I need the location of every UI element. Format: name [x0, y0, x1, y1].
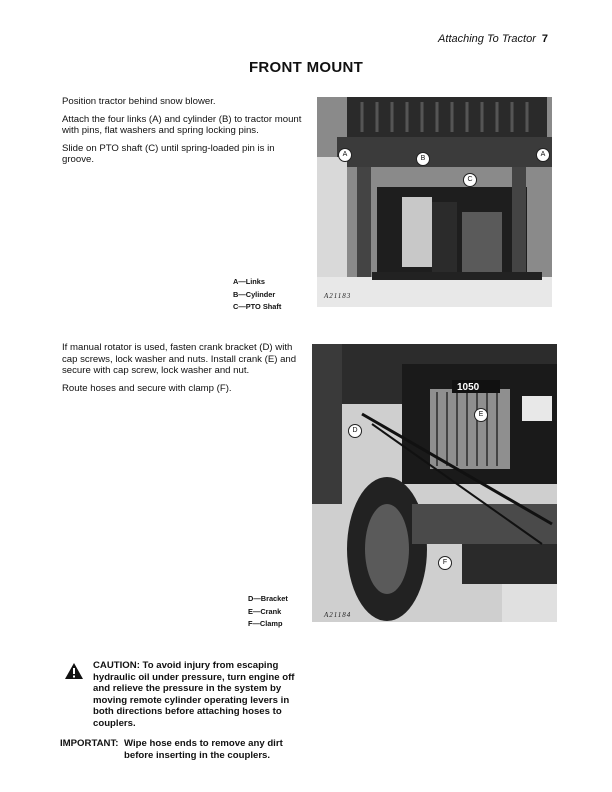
callout-f: F — [438, 556, 452, 570]
model-badge-text: 1050 — [457, 382, 480, 393]
warning-triangle-icon — [64, 662, 84, 685]
caution-text: CAUTION: To avoid injury from escaping hydraulic oil under pressure, turn engine off and relieve the pressure in the system by moving remote cylinder operating levers in both directions before attaching hoses to couplers. — [93, 660, 295, 729]
callout-e: E — [474, 408, 488, 422]
figure1-photo — [317, 97, 552, 307]
legend-item: B—Cylinder — [233, 289, 276, 299]
paragraph: If manual rotator is used, fasten crank bracket (D) with cap screws, lock washer and nuts. Install crank (E) and secure with cap screw, lock washer and nut. — [62, 342, 297, 376]
legend-item: C—PTO Shaft — [233, 302, 282, 311]
legend-item: F—Clamp — [248, 619, 283, 628]
front-mount-photo-illustration — [317, 97, 552, 307]
important-label: IMPORTANT: — [60, 738, 119, 749]
legend-item: E—Crank — [248, 606, 282, 616]
callout-b: B — [416, 152, 430, 166]
paragraph: Position tractor behind snow blower. — [62, 96, 216, 107]
figure2-photo — [312, 344, 557, 622]
legend-item: D—Bracket — [248, 594, 288, 603]
figure2-legend — [248, 593, 288, 631]
callout-a-right: A — [536, 148, 550, 162]
figure1-code: A21183 — [324, 292, 352, 300]
section2-text — [62, 342, 302, 394]
running-header — [438, 33, 548, 45]
legend-item: A—Links — [233, 277, 266, 286]
callout-a-left: A — [338, 148, 352, 162]
paragraph: Route hoses and secure with clamp (F). — [62, 382, 232, 394]
paragraph: Attach the four links (A) and cylinder (B) to tractor mount with pins, flat washers and spring locking pins. — [62, 113, 302, 136]
page-title: FRONT MOUNT — [248, 59, 364, 76]
header-section: Attaching To Tractor — [438, 33, 536, 45]
section1-text — [62, 96, 302, 166]
callout-d: D — [348, 424, 362, 438]
tractor-side-photo-illustration — [312, 344, 557, 622]
paragraph: Slide on PTO shaft (C) until spring-loaded pin is in groove. — [62, 142, 275, 165]
figure2-code: A21184 — [324, 611, 352, 619]
callout-c: C — [463, 173, 477, 187]
figure1-legend — [233, 276, 281, 314]
important-text: Wipe hose ends to remove any dirt before inserting in the couplers. — [124, 738, 283, 761]
page-number: 7 — [541, 33, 548, 45]
